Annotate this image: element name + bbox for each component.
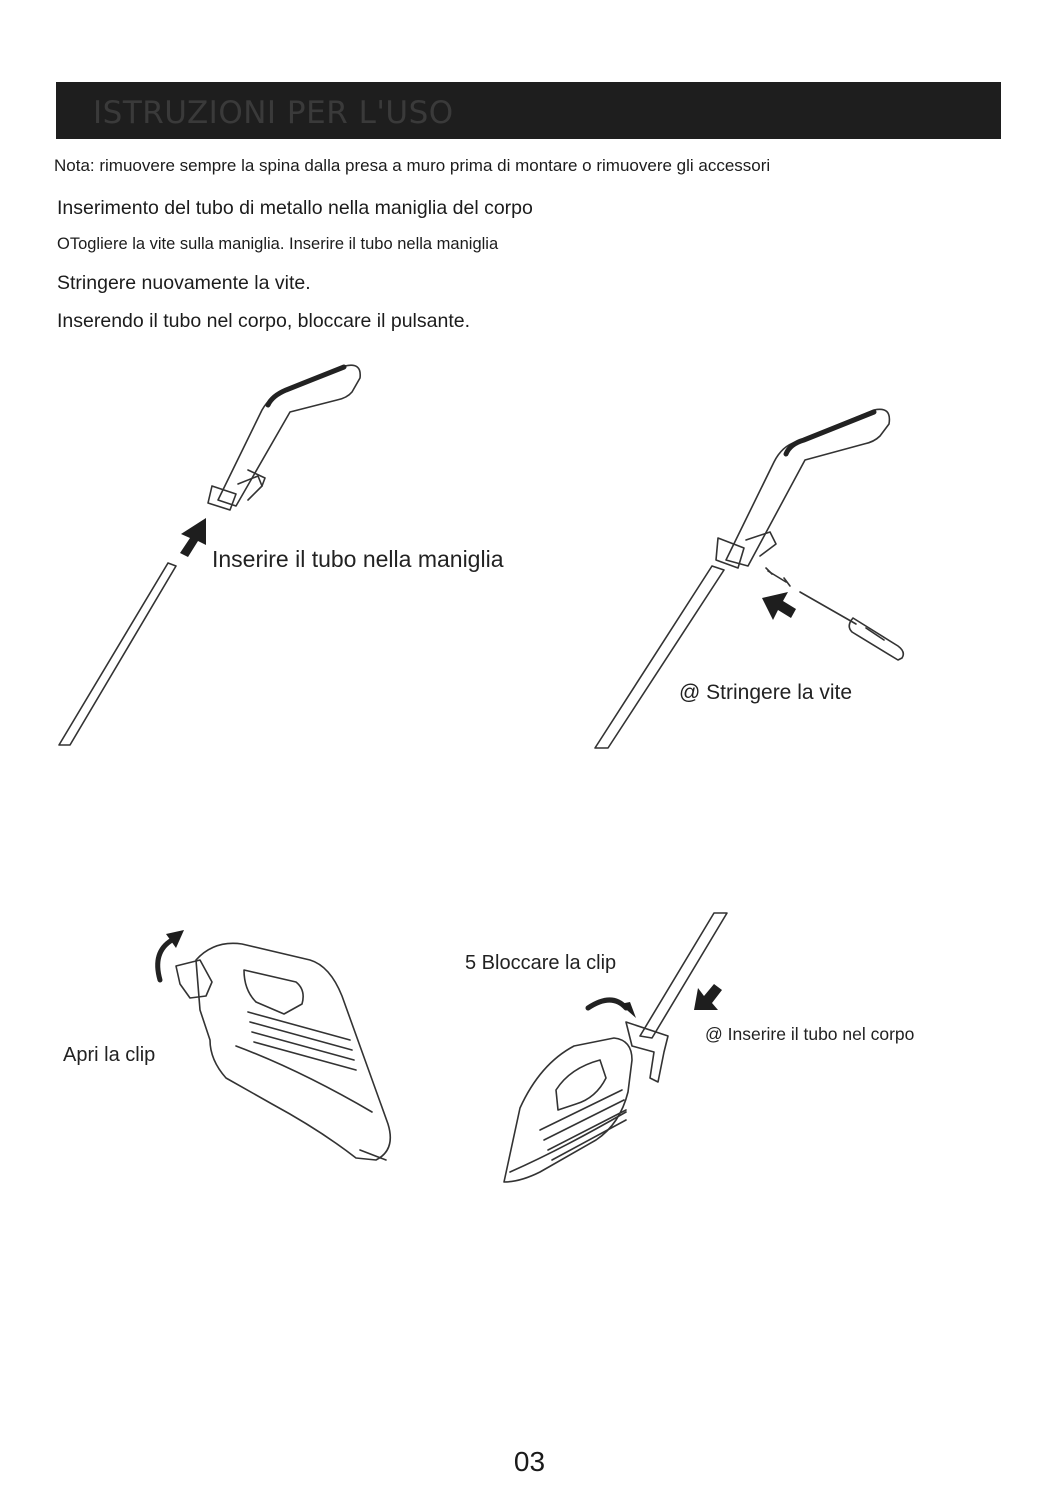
handle-illustration-2 bbox=[716, 409, 889, 568]
curved-arrow-clip-icon bbox=[588, 1000, 636, 1018]
caption-open-clip: Apri la clip bbox=[63, 1044, 156, 1066]
vacuum-body-illustration-2 bbox=[504, 1022, 668, 1182]
instruction-line-1: Inserimento del tubo di metallo nella maniglia del corpo bbox=[57, 197, 533, 219]
caption-insert-tube: Inserire il tubo nella maniglia bbox=[212, 546, 504, 572]
screw-icon bbox=[766, 568, 790, 586]
instruction-line-4: Inserendo il tubo nel corpo, bloccare il pulsante. bbox=[57, 310, 471, 332]
caption-lock-clip: 5 Bloccare la clip bbox=[465, 952, 617, 974]
page-number: 03 bbox=[513, 1446, 546, 1477]
arrow-down-left-icon bbox=[694, 984, 722, 1010]
arrow-up-icon bbox=[180, 518, 206, 557]
metal-tube-3 bbox=[640, 913, 727, 1038]
instruction-line-2: OTogliere la vite sulla maniglia. Inserire il tubo nella maniglia bbox=[57, 235, 499, 253]
caption-tighten-screw: @ Stringere la vite bbox=[679, 681, 853, 704]
curved-arrow-up-icon bbox=[158, 930, 184, 980]
caption-insert-body: @ Inserire il tubo nel corpo bbox=[705, 1024, 915, 1044]
handle-illustration-1 bbox=[208, 365, 360, 510]
arrow-left-icon bbox=[762, 592, 796, 620]
safety-note: Nota: rimuovere sempre la spina dalla presa a muro prima di montare o rimuovere gli accessori bbox=[54, 156, 771, 175]
screwdriver-icon bbox=[800, 592, 903, 660]
section-title: ISTRUZIONI PER L'USO bbox=[93, 95, 454, 131]
metal-tube-2 bbox=[595, 566, 724, 748]
metal-tube-1 bbox=[59, 563, 176, 745]
instruction-line-3: Stringere nuovamente la vite. bbox=[57, 272, 311, 294]
vacuum-body-illustration-1 bbox=[176, 943, 390, 1160]
